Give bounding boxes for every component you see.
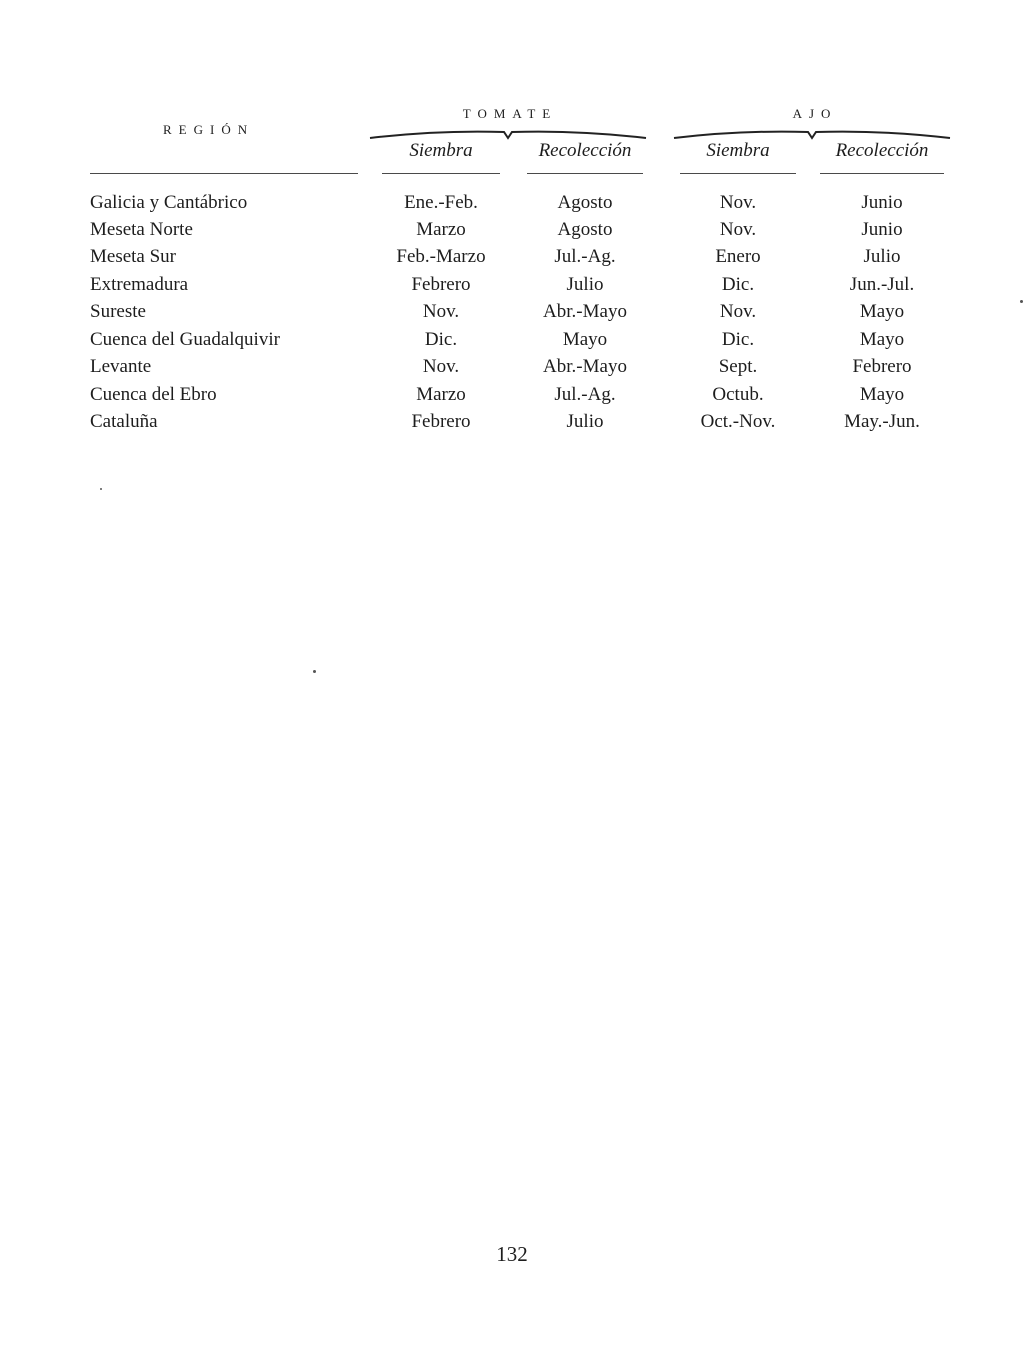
tomate-siembra-rule — [382, 173, 500, 174]
ajo-recoleccion-rule — [820, 173, 944, 174]
table-row — [0, 301, 1024, 329]
tomate-siembra-cell: Marzo — [416, 219, 466, 240]
ajo-recoleccion-cell: Mayo — [859, 301, 905, 322]
tomate-recoleccion-cell: Jul.-Ag. — [554, 384, 616, 405]
table-row — [0, 411, 1024, 439]
region-cell: Extremadura — [90, 274, 189, 295]
table-row — [0, 246, 1024, 274]
region-cell: Meseta Norte — [90, 219, 193, 240]
ajo-recoleccion-cell: Junio — [861, 219, 903, 240]
region-cell: Sureste — [90, 301, 146, 322]
tomate-recoleccion-cell: Julio — [566, 274, 604, 295]
tomate-siembra-header: Siembra — [409, 140, 473, 161]
table-row — [0, 274, 1024, 302]
tomate-siembra-cell: Feb.-Marzo — [396, 246, 486, 267]
table-row — [0, 219, 1024, 247]
tomate-siembra-cell: Dic. — [424, 329, 458, 350]
tomate-recoleccion-cell: Agosto — [557, 219, 613, 240]
ajo-recoleccion-cell: Mayo — [859, 384, 905, 405]
ajo-siembra-cell: Sept. — [718, 356, 758, 377]
ajo-recoleccion-cell: Jun.-Jul. — [849, 274, 915, 295]
tomate-recoleccion-cell: Julio — [566, 411, 604, 432]
tomate-recoleccion-header: Recolección — [538, 140, 632, 161]
ajo-recoleccion-cell: May.-Jun. — [844, 411, 920, 432]
ajo-siembra-cell: Nov. — [719, 192, 757, 213]
tomate-siembra-cell: Nov. — [422, 356, 460, 377]
region-cell: Cataluña — [90, 411, 158, 432]
scan-speck — [100, 488, 102, 490]
ajo-siembra-cell: Octub. — [712, 384, 764, 405]
ajo-siembra-header: Siembra — [706, 140, 770, 161]
table-row — [0, 384, 1024, 412]
region-header-rule — [90, 173, 358, 174]
tomate-recoleccion-cell: Abr.-Mayo — [543, 301, 627, 322]
region-cell: Meseta Sur — [90, 246, 177, 267]
region-column-header: REGIÓN — [163, 122, 255, 137]
tomate-recoleccion-cell: Jul.-Ag. — [554, 246, 616, 267]
ajo-siembra-cell: Oct.-Nov. — [700, 411, 776, 432]
scan-speck — [313, 670, 316, 673]
region-cell: Levante — [90, 356, 152, 377]
table-row — [0, 356, 1024, 384]
table-row — [0, 192, 1024, 220]
region-cell: Galicia y Cantábrico — [90, 192, 248, 213]
tomate-brace — [368, 128, 648, 140]
tomate-siembra-cell: Febrero — [411, 274, 471, 295]
tomate-recoleccion-cell: Agosto — [557, 192, 613, 213]
tomate-siembra-cell: Febrero — [411, 411, 471, 432]
ajo-siembra-cell: Dic. — [721, 274, 755, 295]
table-row — [0, 329, 1024, 357]
region-cell: Cuenca del Guadalquivir — [90, 329, 280, 350]
tomate-group-header: TOMATE — [462, 106, 558, 121]
ajo-siembra-cell: Dic. — [721, 329, 755, 350]
ajo-siembra-cell: Nov. — [719, 301, 757, 322]
tomate-siembra-cell: Marzo — [416, 384, 466, 405]
tomate-recoleccion-cell: Abr.-Mayo — [543, 356, 627, 377]
page-number: 132 — [496, 1242, 528, 1266]
tomate-recoleccion-rule — [527, 173, 643, 174]
tomate-siembra-cell: Nov. — [422, 301, 460, 322]
ajo-siembra-cell: Nov. — [719, 219, 757, 240]
tomate-siembra-cell: Ene.-Feb. — [404, 192, 478, 213]
ajo-recoleccion-cell: Mayo — [859, 329, 905, 350]
tomate-recoleccion-cell: Mayo — [562, 329, 608, 350]
scan-speck — [1020, 300, 1023, 303]
ajo-siembra-cell: Enero — [715, 246, 761, 267]
ajo-siembra-rule — [680, 173, 796, 174]
ajo-recoleccion-header: Recolección — [835, 140, 929, 161]
ajo-recoleccion-cell: Junio — [861, 192, 903, 213]
region-cell: Cuenca del Ebro — [90, 384, 217, 405]
ajo-group-header: AJO — [792, 106, 838, 121]
ajo-recoleccion-cell: Julio — [863, 246, 901, 267]
ajo-recoleccion-cell: Febrero — [852, 356, 912, 377]
ajo-brace — [672, 128, 952, 140]
